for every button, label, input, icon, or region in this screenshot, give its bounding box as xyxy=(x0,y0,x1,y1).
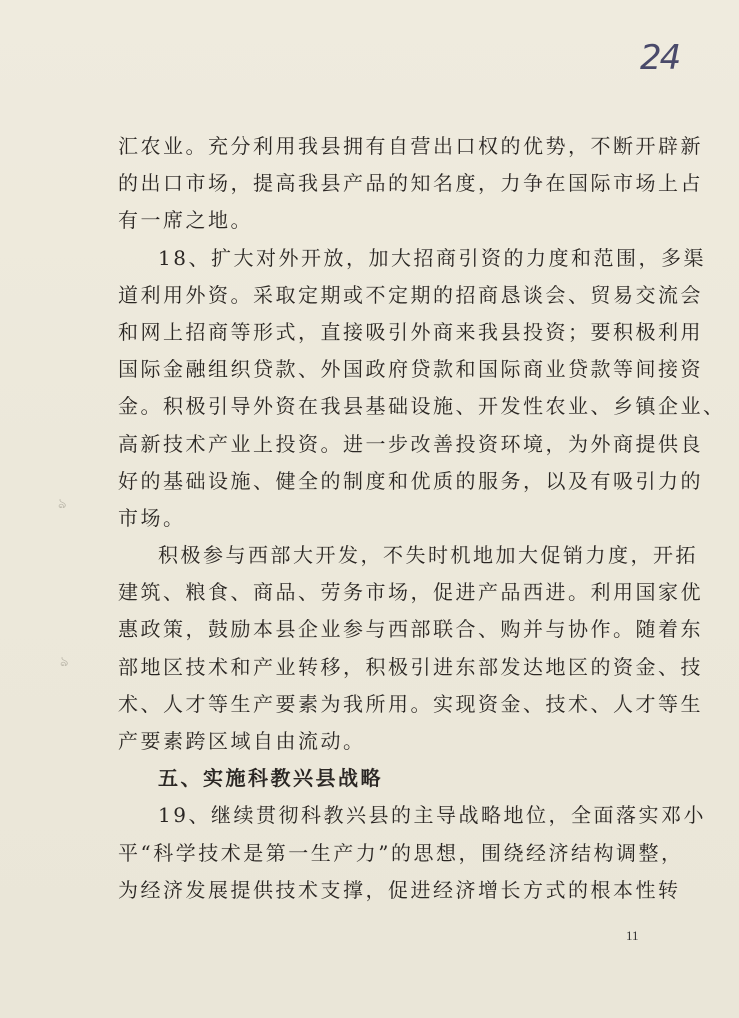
text-line: 汇农业。充分利用我县拥有自营出口权的优势，不断开辟新 xyxy=(118,134,703,158)
text-line: 术、人才等生产要素为我所用。实现资金、技术、人才等生 xyxy=(118,691,703,716)
text-line: 积极参与西部大开发，不失时机地加大促销力度，开拓 xyxy=(158,543,698,568)
section-heading: 五、实施科教兴县战略 xyxy=(158,766,383,791)
text-line: 建筑、粮食、商品、劳务市场，促进产品西进。利用国家优 xyxy=(118,580,703,605)
binding-mark: ঌ xyxy=(58,496,67,512)
binding-mark: ঌ xyxy=(60,654,69,670)
text-line: 平“科学技术是第一生产力”的思想，围绕经济结构调整， xyxy=(118,840,684,865)
text-line: 惠政策，鼓励本县企业参与西部联合、购并与协作。随着东 xyxy=(118,617,703,642)
body-text xyxy=(118,128,726,909)
text-line: 有一席之地。 xyxy=(118,208,253,233)
text-line: 市场。 xyxy=(118,505,186,530)
text-line: 产要素跨区域自由流动。 xyxy=(118,729,366,753)
text-line: 为经济发展提供技术支撑，促进经济增长方式的根本性转 xyxy=(118,877,681,902)
handwritten-page-number: 24 xyxy=(640,38,680,78)
text-line: 部地区技术和产业转移，积极引进东部发达地区的资金、技 xyxy=(118,654,703,679)
text-line: 国际金融组织贷款、外国政府贷款和国际商业贷款等间接资 xyxy=(118,357,703,382)
text-line: 和网上招商等形式，直接吸引外商来我县投资；要积极利用 xyxy=(118,319,703,344)
text-line: 道利用外资。采取定期或不定期的招商恳谈会、贸易交流会 xyxy=(118,282,703,307)
text-line: 19、继续贯彻科教兴县的主导战略地位，全面落实邓小 xyxy=(158,803,706,828)
text-line: 好的基础设施、健全的制度和优质的服务，以及有吸引力的 xyxy=(118,468,703,493)
text-line: 金。积极引导外资在我县基础设施、开发性农业、乡镇企业、 xyxy=(118,394,726,419)
text-line: 18、扩大对外开放，加大招商引资的力度和范围，多渠 xyxy=(158,245,706,270)
text-line: 高新技术产业上投资。进一步改善投资环境，为外商提供良 xyxy=(118,431,703,456)
text-line: 的出口市场，提高我县产品的知名度，力争在国际市场上占 xyxy=(118,171,703,196)
printed-page-number: 11 xyxy=(626,928,639,943)
